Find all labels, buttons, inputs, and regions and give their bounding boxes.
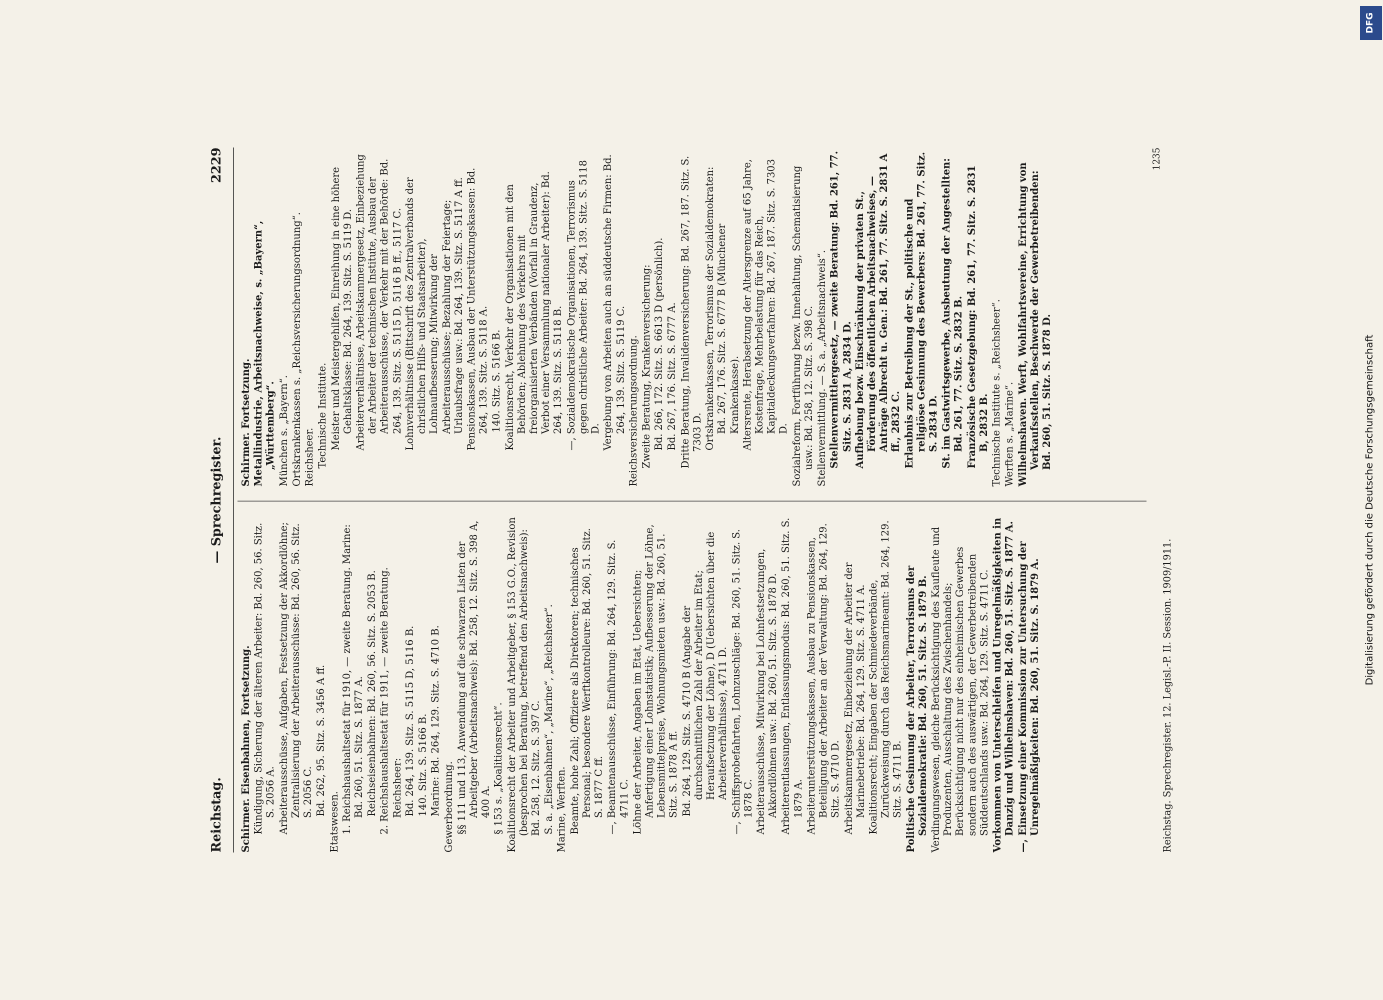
register-entry: Lohnverhältnisse (Bittschrift des Zentralverbands der christlichen Hilfs- und Staatsarbeiter), Lohnaufbesserung; Mitwirkung der Arbeiterausschüsse; Bezahlung der Feiertage; Urlaubsfrage usw.: Bd. 264, 139. Sitz. S. 5117 A ff.: [404, 177, 465, 451]
register-entry: Pensionskassen, Ausbau der Unterstützungskassen: Bd. 264, 139. Sitz. S. 5118 A.: [465, 167, 490, 451]
register-entry: Altersrente, Herabsetzung der Altersgrenze auf 65 Jahre, Kostenfrage, Mehrbelastung für das Reich, Kapitaldeckungsverfahren: Bd. 267, 187. Sitz. S. 7303 D.: [741, 159, 790, 451]
register-entry: Politische Gesinnung der Arbeiter, Terrorismus der Sozialdemokratie: Bd. 260, 51. Sitz. S. 1879 B.: [904, 565, 929, 853]
footer-text: Reichstag. Sprechregister. 12. Legisl.-P. II. Session. 1909/1911.: [1161, 538, 1173, 853]
register-entry: Reichsversicherungsordnung.: [627, 335, 639, 487]
register-entry: Sozialreform, Fortführung bezw. Innehaltung, Schematisierung usw.: Bd. 258, 12. Sitz. S. 398 C.: [790, 165, 815, 487]
register-entry: Zweite Beratung, Krankenversicherung:: [640, 264, 652, 469]
register-entry: Dritte Beratung, Invalidenversicherung: Bd. 267, 187. Sitz. S. 7303 D.: [679, 155, 703, 469]
rotated-page: [204, 148, 1179, 853]
register-entry: Koalitionsrecht, Verkehr der Organisationen mit den Behörden; Ablehnung des Verkehrs mit freiorganisierten Verbänden (Vorfall in Graudenz, Verbot einer Versammlung nationaler Arbeiter): Bd. 264, 139. Sitz. S. 5118 B.: [503, 171, 564, 451]
header-center: — Sprechregister.: [208, 436, 224, 564]
register-entry: Marine: Bd. 264, 129. Sitz. S. 4710 B.: [429, 625, 442, 817]
register-entry: Wilhelmshaven. Werft, Wohlfahrtsvereine, Errichtung von Verkaufsstellen, Beschwerde der Gewerbetreibenden: Bd. 260, 51. Sitz. S. 1878 D.: [1016, 162, 1053, 487]
register-entry: Marine, Werften.: [556, 766, 568, 853]
register-entry: Reichseisenbahnen: Bd. 260, 56. Sitz. S. 2053 B.: [366, 570, 378, 817]
register-entry: Französische Gesetzgebung: Bd. 261, 77. Sitz. S. 2831 B, 2832 B.: [965, 165, 990, 469]
register-entry: Bd. 267, 176. Sitz. S. 6777 A.: [666, 302, 678, 451]
register-entry: Bd. 264, 129. Sitz. S. 4710 B (Angabe der durchschnittlichen Zahl der Arbeiter im Etat; Heraufsetzung der Löhne), D (Uebersichten über die Arbeiterverhältnisse), 4711 D.: [680, 531, 729, 817]
header-rule: [233, 148, 234, 853]
page-header: [209, 148, 232, 853]
register-entry: —, Schiffsprobefahrten, Lohnzuschläge: Bd. 260, 51. Sitz. S. 1878 C.: [730, 529, 754, 835]
register-entry: St. im Gastwirtsgewerbe, Ausbeutung der Angestellten: Bd. 261, 77. Sitz. S. 2832 B.: [940, 158, 965, 469]
register-entry: Schirmer. Fortsetzung.: [240, 358, 252, 487]
register-entry: §§ 111 und 113, Anwendung auf die schwarzen Listen der Arbeitgeber (Arbeitsnachweis): Bd. 258, 12. Sitz. S. 398 A, 400 A.: [455, 520, 492, 835]
register-entry: S. a. „Eisenbahnen“, „Marine“, „Reichsheer“.: [543, 604, 555, 835]
register-entry: Gewerbeordnung.: [442, 761, 455, 853]
register-entry: 2. Reichshaushaltsetat für 1911, — zweite Beratung. Reichsheer:: [379, 567, 403, 835]
register-entry: —, Einsetzung einer Kommission zur Untersuchung der Unregelmäßigkeiten: Bd. 260, 51. Sitz. S. 1879 A.: [1016, 541, 1041, 853]
register-entry: Technische Institute.: [316, 362, 328, 469]
register-entry: § 153 s. „Koalitionsrecht“.: [493, 702, 505, 835]
register-entry: Erlaubnis zur Betreibung der St., politische und religiöse Gesinnung des Bewerbers: Bd. 261, 77. Sitz. S. 2834 D.: [903, 151, 940, 469]
register-entry: Verdingungswesen, gleiche Berücksichtigung des Kaufleute und Produzenten, Ausschaltung des Zwischenhandels; Berücksichtigung nicht nur des einheimischen Gewerbes sondern auch des auswärtigen, der Gewerbetreibenden Süddeutschlands usw.: Bd. 264, 129. Sitz. S. 4711 C.: [930, 526, 990, 853]
digitization-note-text: Digitalisierung gefördert durch die Deutsche Forschungsgemeinschaft: [1364, 334, 1376, 686]
register-entry: Stellenvermittlung. — S. a. „Arbeitsnachweis“.: [816, 249, 828, 487]
register-entry: Vergebung von Arbeiten auch an süddeutsche Firmen: Bd. 264, 139. Sitz. S. 5119 C.: [602, 154, 626, 451]
right-column: [240, 151, 1054, 487]
register-entry: Aufhebung bezw. Einschränkung der privaten St., Förderung des öffentlichen Arbeitsnachweises, — Anträge Albrecht u. Gen.: Bd. 261, 77. Sitz. S. 2831 A ff., 2832 C.: [854, 153, 902, 469]
register-entry: Etatswesen.: [328, 791, 340, 853]
register-entry: Werften s. „Marine“.: [1003, 381, 1016, 487]
register-entry: Bd. 266, 172. Sitz. S. 6613 D (persönlich).: [653, 237, 665, 451]
footer-number: 1235: [1150, 147, 1161, 171]
register-entry: Metallindustrie, Arbeitsnachweise, s. „Bayern“, „Württemberg“.: [252, 220, 277, 487]
register-entry: Arbeiterausschüsse, Aufgaben, Festsetzung der Akkordlöhne; Zentralisierung der Arbeiterausschüsse: Bd. 260, 56. Sitz. S. 2056 C.: [277, 522, 314, 835]
left-column: [240, 517, 1042, 853]
register-entry: Arbeitskammergesetz, Einbeziehung der Arbeiter der Marinebetriebe: Bd. 264, 129. Sitz. S. 4711 A.: [842, 562, 867, 835]
register-entry: Arbeiterausschüsse, Mitwirkung bei Lohnfestsetzungen, Akkordlöhnen usw.: Bd. 260, 51. Sitz. S. 1878 D.: [755, 548, 779, 835]
register-entry: Bd. 262, 95. Sitz. S. 3456 A ff.: [315, 664, 327, 817]
register-entry: Ortskrankenkassen, Terrorismus der Sozialdemokraten: Bd. 267, 176. Sitz. S. 6777 B (Münchener Krankenkasse).: [704, 166, 740, 451]
column-divider: [237, 501, 1146, 502]
register-entry: 1. Reichshaushaltsetat für 1910, — zweite Beratung. Marine: Bd. 260, 51. Sitz. S. 1877 A.: [341, 524, 365, 835]
register-entry: —, Sozialdemokratische Organisationen, Terrorismus gegen christliche Arbeiter: Bd. 264, 139. Sitz. S. 5118 D.: [565, 160, 601, 451]
dfg-logo-icon: [1360, 6, 1382, 40]
register-entry: —, Beamtenausschüsse, Einführung: Bd. 264, 129. Sitz. S. 4711 C.: [606, 539, 630, 835]
dfg-logo-text: DFG: [1365, 12, 1376, 34]
register-entry: Reichsheer.: [303, 427, 316, 487]
register-entry: Arbeiterentlassungen, Entlassungsmodus: Bd. 260, 51. Sitz. S. 1879 A.: [780, 517, 804, 835]
register-entry: Technische Institute s. „Reichsheer“.: [990, 299, 1003, 487]
digitization-note: [1361, 40, 1379, 980]
register-entry: Arbeiterunterstützungskassen, Ausbau zu Pensionskassen, Beteiligung der Arbeiter an der Verwaltung: Bd. 264, 129. Sitz. S. 4710 D.: [805, 523, 841, 835]
register-entry: Arbeiterverhältnisse, Arbeitskammergesetz, Einbeziehung der Arbeiter der technischen Institute, Ausbau der Arbeiterausschüsse, der Verkehr mit der Behörde: Bd. 264, 139. Sitz. S. 5115 D, 5116 B ff., 5117 C.: [354, 154, 403, 451]
register-entry: Ortskrankenkassen s. „Reichsversicherungsordnung“.: [290, 212, 303, 487]
register-entry: 140. Sitz. S. 5166 B.: [490, 329, 503, 433]
register-entry: Kündigung, Sicherung der älteren Arbeiter: Bd. 260, 56. Sitz. S. 2056 A.: [252, 522, 277, 835]
register-entry: Bd. 264, 139. Sitz. S. 5115 D, 5116 B.: [404, 625, 416, 817]
register-entry: Schirmer. Eisenbahnen, Fortsetzung.: [240, 645, 252, 853]
register-entry: Löhne der Arbeiter, Angaben im Etat, Uebersichten; Anfertigung einer Lohnstatistik; Aufbesserung der Löhne, Lebensmittelpreise, Wohnungsmieten usw.: Bd. 260, 51. Sitz. S. 1878 A ff.: [631, 524, 680, 835]
register-entry: 140. Sitz. S. 5166 B.: [417, 713, 429, 817]
register-entry: München s. „Bayern“.: [277, 375, 290, 487]
register-entry: Stellenvermittlergesetz, — zweite Beratung: Bd. 261, 77. Sitz. S. 2831 A, 2834 D.: [828, 150, 853, 469]
register-entry: Vorkommen von Unterschleifen und Unregelmäßigkeiten in Danzig und Wilhelmshaven: Bd. 260, 51. Sitz. S. 1877 A.: [991, 517, 1016, 853]
header-left: Reichstag.: [208, 777, 224, 853]
register-entry: Beamte, hohe Zahl; Offiziere als Direktoren; technisches Personal; besondere Werftkontrolleure: Bd. 260, 51. Sitz. S. 1877 C ff.: [569, 528, 605, 835]
register-entry: Koalitionsrecht der Arbeiter und Arbeitgeber, § 153 G.O., Revision (besprochen bei Beratung, betreffend den Arbeitsnachweis): Bd. 258, 12. Sitz. S. 397 C.: [505, 517, 542, 853]
page-number: 2229: [208, 147, 224, 183]
register-entry: Koalitionsrecht; Eingaben der Schmiedeverbände, Zurückweisung durch das Reichsmarineamt: Bd. 264, 129. Sitz. S. 4711 B.: [867, 520, 904, 835]
register-entry: Meister und Meistergehilfen, Einreihung in eine höhere Gehaltsklasse: Bd. 264, 139. Sitz. S. 5119 D.: [329, 166, 354, 451]
